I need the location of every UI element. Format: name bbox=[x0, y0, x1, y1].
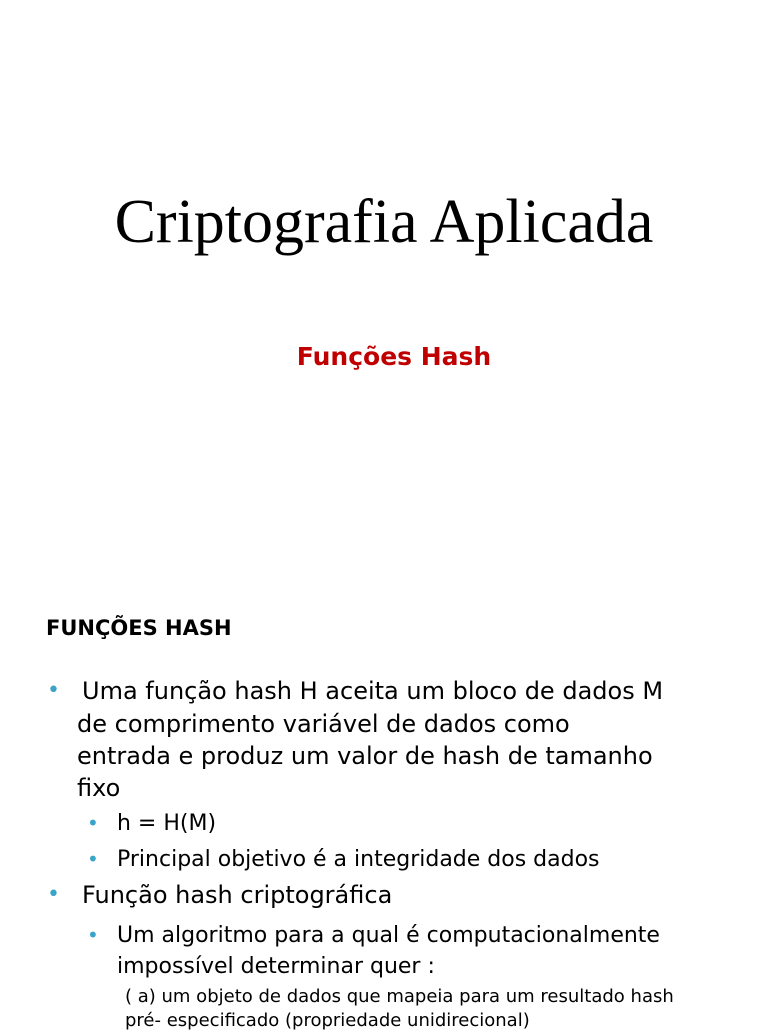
continuation-line: fixo bbox=[77, 774, 121, 802]
content-slide bbox=[0, 560, 768, 1031]
sub-bullet-text: Um algoritmo para a qual é computacionalmente bbox=[117, 923, 660, 948]
bullet-item-hash-definition bbox=[47, 675, 664, 707]
sub-bullet-text: Principal objetivo é a integridade dos dados bbox=[117, 847, 600, 872]
sub-bullet-text: impossível determinar quer : bbox=[117, 954, 435, 979]
bullet-icon: • bbox=[47, 678, 60, 703]
sub-bullet-item bbox=[87, 844, 600, 875]
bullet-icon: • bbox=[87, 923, 99, 947]
slide-heading: FUNÇÕES HASH bbox=[46, 616, 232, 640]
bullet-icon: • bbox=[87, 847, 99, 871]
detail-text bbox=[125, 985, 674, 1033]
bullet-icon: • bbox=[47, 882, 60, 907]
slide-subtitle: Funções Hash bbox=[296, 342, 492, 371]
bullet-continuation bbox=[77, 708, 653, 804]
bullet-icon: • bbox=[87, 811, 99, 835]
detail-line: pré- especificado (propriedade unidirecional) bbox=[125, 1010, 530, 1031]
bullet-item-cryptographic-hash bbox=[47, 879, 393, 911]
sub-bullet-item bbox=[87, 920, 660, 951]
bullet-text: Uma função hash H aceita um bloco de dados M bbox=[82, 677, 664, 705]
sub-bullet-item bbox=[87, 808, 217, 839]
bullet-text: Função hash criptográfica bbox=[82, 881, 393, 909]
slide-title: Criptografia Aplicada bbox=[114, 188, 654, 256]
detail-line: ( a) um objeto de dados que mapeia para um resultado hash bbox=[125, 986, 674, 1007]
continuation-line: entrada e produz um valor de hash de tamanho bbox=[77, 742, 653, 770]
sub-bullet-text: h = H(M) bbox=[117, 811, 217, 836]
sub-bullet-continuation bbox=[117, 951, 435, 982]
continuation-line: de comprimento variável de dados como bbox=[77, 710, 570, 738]
